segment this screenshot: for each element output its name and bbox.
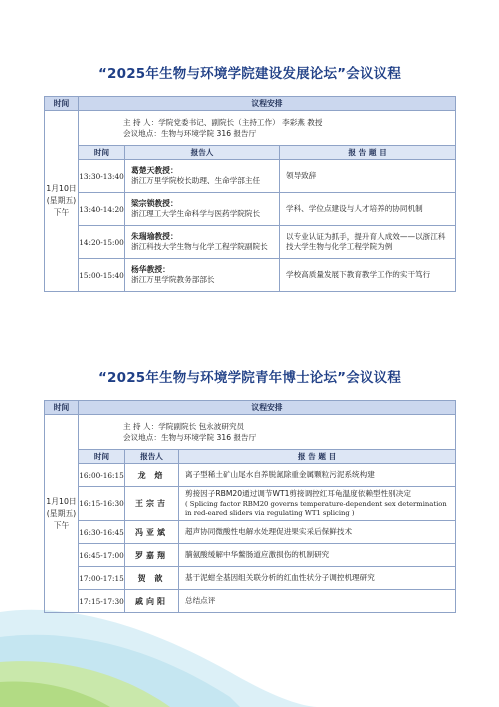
meeting-info — [79, 415, 456, 450]
host-text: 主 持 人：学院副院长 包永波研究员 — [123, 422, 245, 431]
header-time: 时间 — [45, 401, 79, 415]
table-row: 13:30-13:40 葛楚天教授： 浙江万里学院校长助理、生命学部主任 领导致辞 — [45, 160, 456, 193]
table-row: 13:40-14:20 梁宗锁教授： 浙江理工大学生命科学与医药学院院长 学科、学位点建设与人才培养的协同机制 — [45, 193, 456, 226]
col-time: 时间 — [79, 146, 125, 160]
forum1-section — [44, 62, 455, 292]
col-topic: 报 告 题 目 — [179, 450, 456, 464]
forum2-section — [44, 366, 455, 613]
col-time: 时间 — [79, 450, 125, 464]
table-row: 16:30-16:45 冯亚斌 超声协同微酸性电解水处理促进果实采后保鲜技术 — [45, 521, 456, 544]
forum2-title: “2025年生物与环境学院青年博士论坛”会议议程 — [97, 370, 402, 386]
table-row: 14:20-15:00 朱瑞瑜教授： 浙江科技大学生物与化学工程学院副院长 以专业认证为抓手，提升育人成效——以浙江科技大学生物与化学工程学院为例 — [45, 226, 456, 259]
table-row: 17:00-17:15 贺 歆 基于泥蚶全基因组关联分析的红血性状分子调控机理研究 — [45, 567, 456, 590]
date-cell: 1月10日 (星期五) 下午 — [45, 111, 79, 292]
col-speaker: 报告人 — [125, 450, 179, 464]
header-time: 时间 — [45, 97, 79, 111]
host-text: 主 持 人：学院党委书记、副院长（主持工作） 李彩燕 教授 — [123, 118, 323, 127]
venue-text: 会议地点：生物与环境学院 316 报告厅 — [123, 129, 257, 138]
forum1-agenda-table — [44, 96, 456, 292]
table-row: 16:45-17:00 罗嘉翔 腩氨酸缓解中华鳖肠道应激损伤的机制研究 — [45, 544, 456, 567]
date-cell: 1月10日 (星期五) 下午 — [45, 415, 79, 613]
forum1-title: “2025年生物与环境学院建设发展论坛”会议议程 — [97, 66, 402, 82]
col-speaker: 报告人 — [125, 146, 280, 160]
meeting-info — [79, 111, 456, 146]
table-row: 16:00-16:15 龙 焙 离子型稀土矿山尾水自养脱氮除重金属颗粒污泥系统构建 — [45, 464, 456, 487]
table-row: 17:15-17:30 戚向阳 总结点评 — [45, 590, 456, 613]
header-agenda: 议程安排 — [79, 97, 456, 111]
col-topic: 报 告 题 目 — [280, 146, 456, 160]
table-row: 15:00-15:40 杨华教授： 浙江万里学院教务部部长 学校高质量发展下教育教学工作的实干笃行 — [45, 259, 456, 292]
header-agenda: 议程安排 — [79, 401, 456, 415]
venue-text: 会议地点：生物与环境学院 316 报告厅 — [123, 433, 257, 442]
table-row: 16:15-16:30 王宗吉 剪接因子RBM20通过调节WT1剪接调控红耳龟温度依赖型性别决定 ( Splicing factor RBM20 governs temperature-dependent sex determination in red-eared sliders via regulating WT1 splicing ) — [45, 487, 456, 521]
forum2-agenda-table — [44, 400, 456, 613]
